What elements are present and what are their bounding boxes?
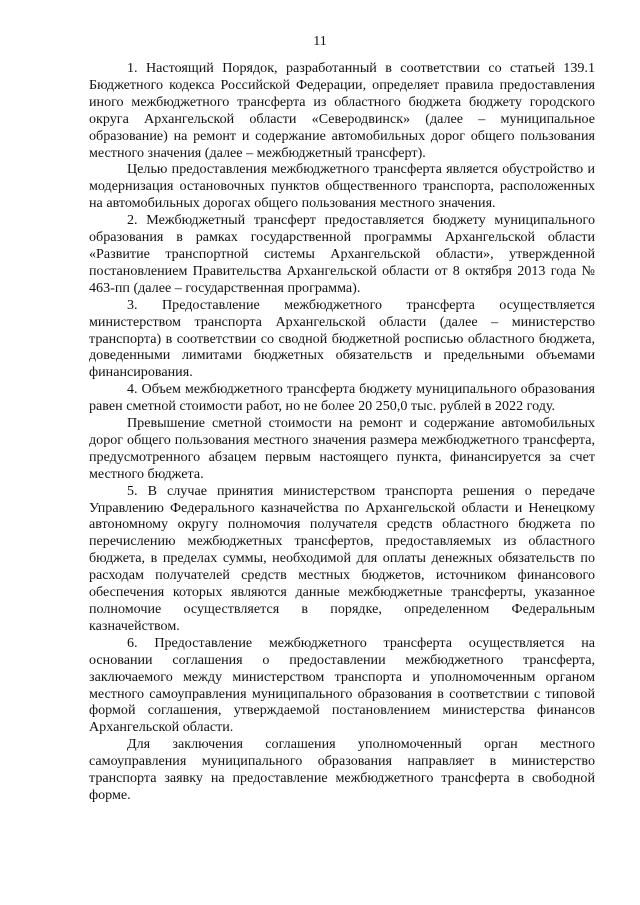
paragraph-4-amount: 4. Объем межбюджетного трансферта бюджету муниципального образования равен сметной стоимости работ, но не более 20 250,0 тыс. рублей в 2022 году. (89, 381, 595, 415)
paragraph-3-provision: 3. Предоставление межбюджетного трансферта осуществляется министерством транспорта Архангельской области (далее – министерство транспорта) в соответствии со сводной бюджетной росписью областного бюджета, доведенными лимитами бюджетных обязательств и предельными объемами финансирования. (89, 296, 595, 381)
paragraph-5-treasury: 5. В случае принятия министерством транспорта решения о передаче Управлению Федерального казначейства по Архангельской области и Ненецкому автономному округу полномочия получателя средств областного бюджета по перечислению межбюджетных трансфертов, предоставляемых из областного бюджета, в пределах суммы, необходимой для оплаты денежных обязательств по расходам получателей средств местных бюджетов, источником финансового обеспечения которых являются данные межбюджетные трансферты, указанное полномочие осуществляется в порядке, определенном Федеральным казначейством. (89, 482, 595, 634)
document-body (89, 60, 595, 804)
paragraph-1-procedure-scope: 1. Настоящий Порядок, разработанный в соответствии со статьей 139.1 Бюджетного кодекса Российской Федерации, определяет правила предоставления иного межбюджетного трансферта из областного бюджета бюджету городского округа Архангельской области «Северодвинск» (далее – муниципальное образование) на ремонт и содержание автомобильных дорог общего пользования местного значения (далее – межбюджетный трансферт). (89, 60, 595, 161)
paragraph-6-application: Для заключения соглашения уполномоченный орган местного самоуправления муниципального образования направляет в министерство транспорта заявку на предоставление межбюджетного трансферта в свободной форме. (89, 736, 595, 803)
page-number: 11 (313, 34, 327, 49)
paragraph-2-program: 2. Межбюджетный трансферт предоставляется бюджету муниципального образования в рамках государственной программы Архангельской области «Развитие транспортной системы Архангельской области», утвержденной постановлением Правительства Архангельской области от 8 октября 2013 года № 463-пп (далее – государственная программа). (89, 212, 595, 296)
paragraph-6-agreement: 6. Предоставление межбюджетного трансферта осуществляется на основании соглашения о предоставлении межбюджетного трансферта, заключаемого между министерством транспорта и уполномоченным органом местного самоуправления муниципального образования в соответствии с типовой формой соглашения, утверждаемой постановлением министерства финансов Архангельской области. (89, 634, 595, 736)
paragraph-1-purpose: Целью предоставления межбюджетного трансферта является обустройство и модернизация остановочных пунктов общественного транспорта, расположенных на автомобильных дорогах общего пользования местного значения. (89, 161, 595, 212)
paragraph-4-excess: Превышение сметной стоимости на ремонт и содержание автомобильных дорог общего пользования местного значения размера межбюджетного трансферта, предусмотренного абзацем первым настоящего пункта, финансируется за счет местного бюджета. (89, 415, 595, 482)
